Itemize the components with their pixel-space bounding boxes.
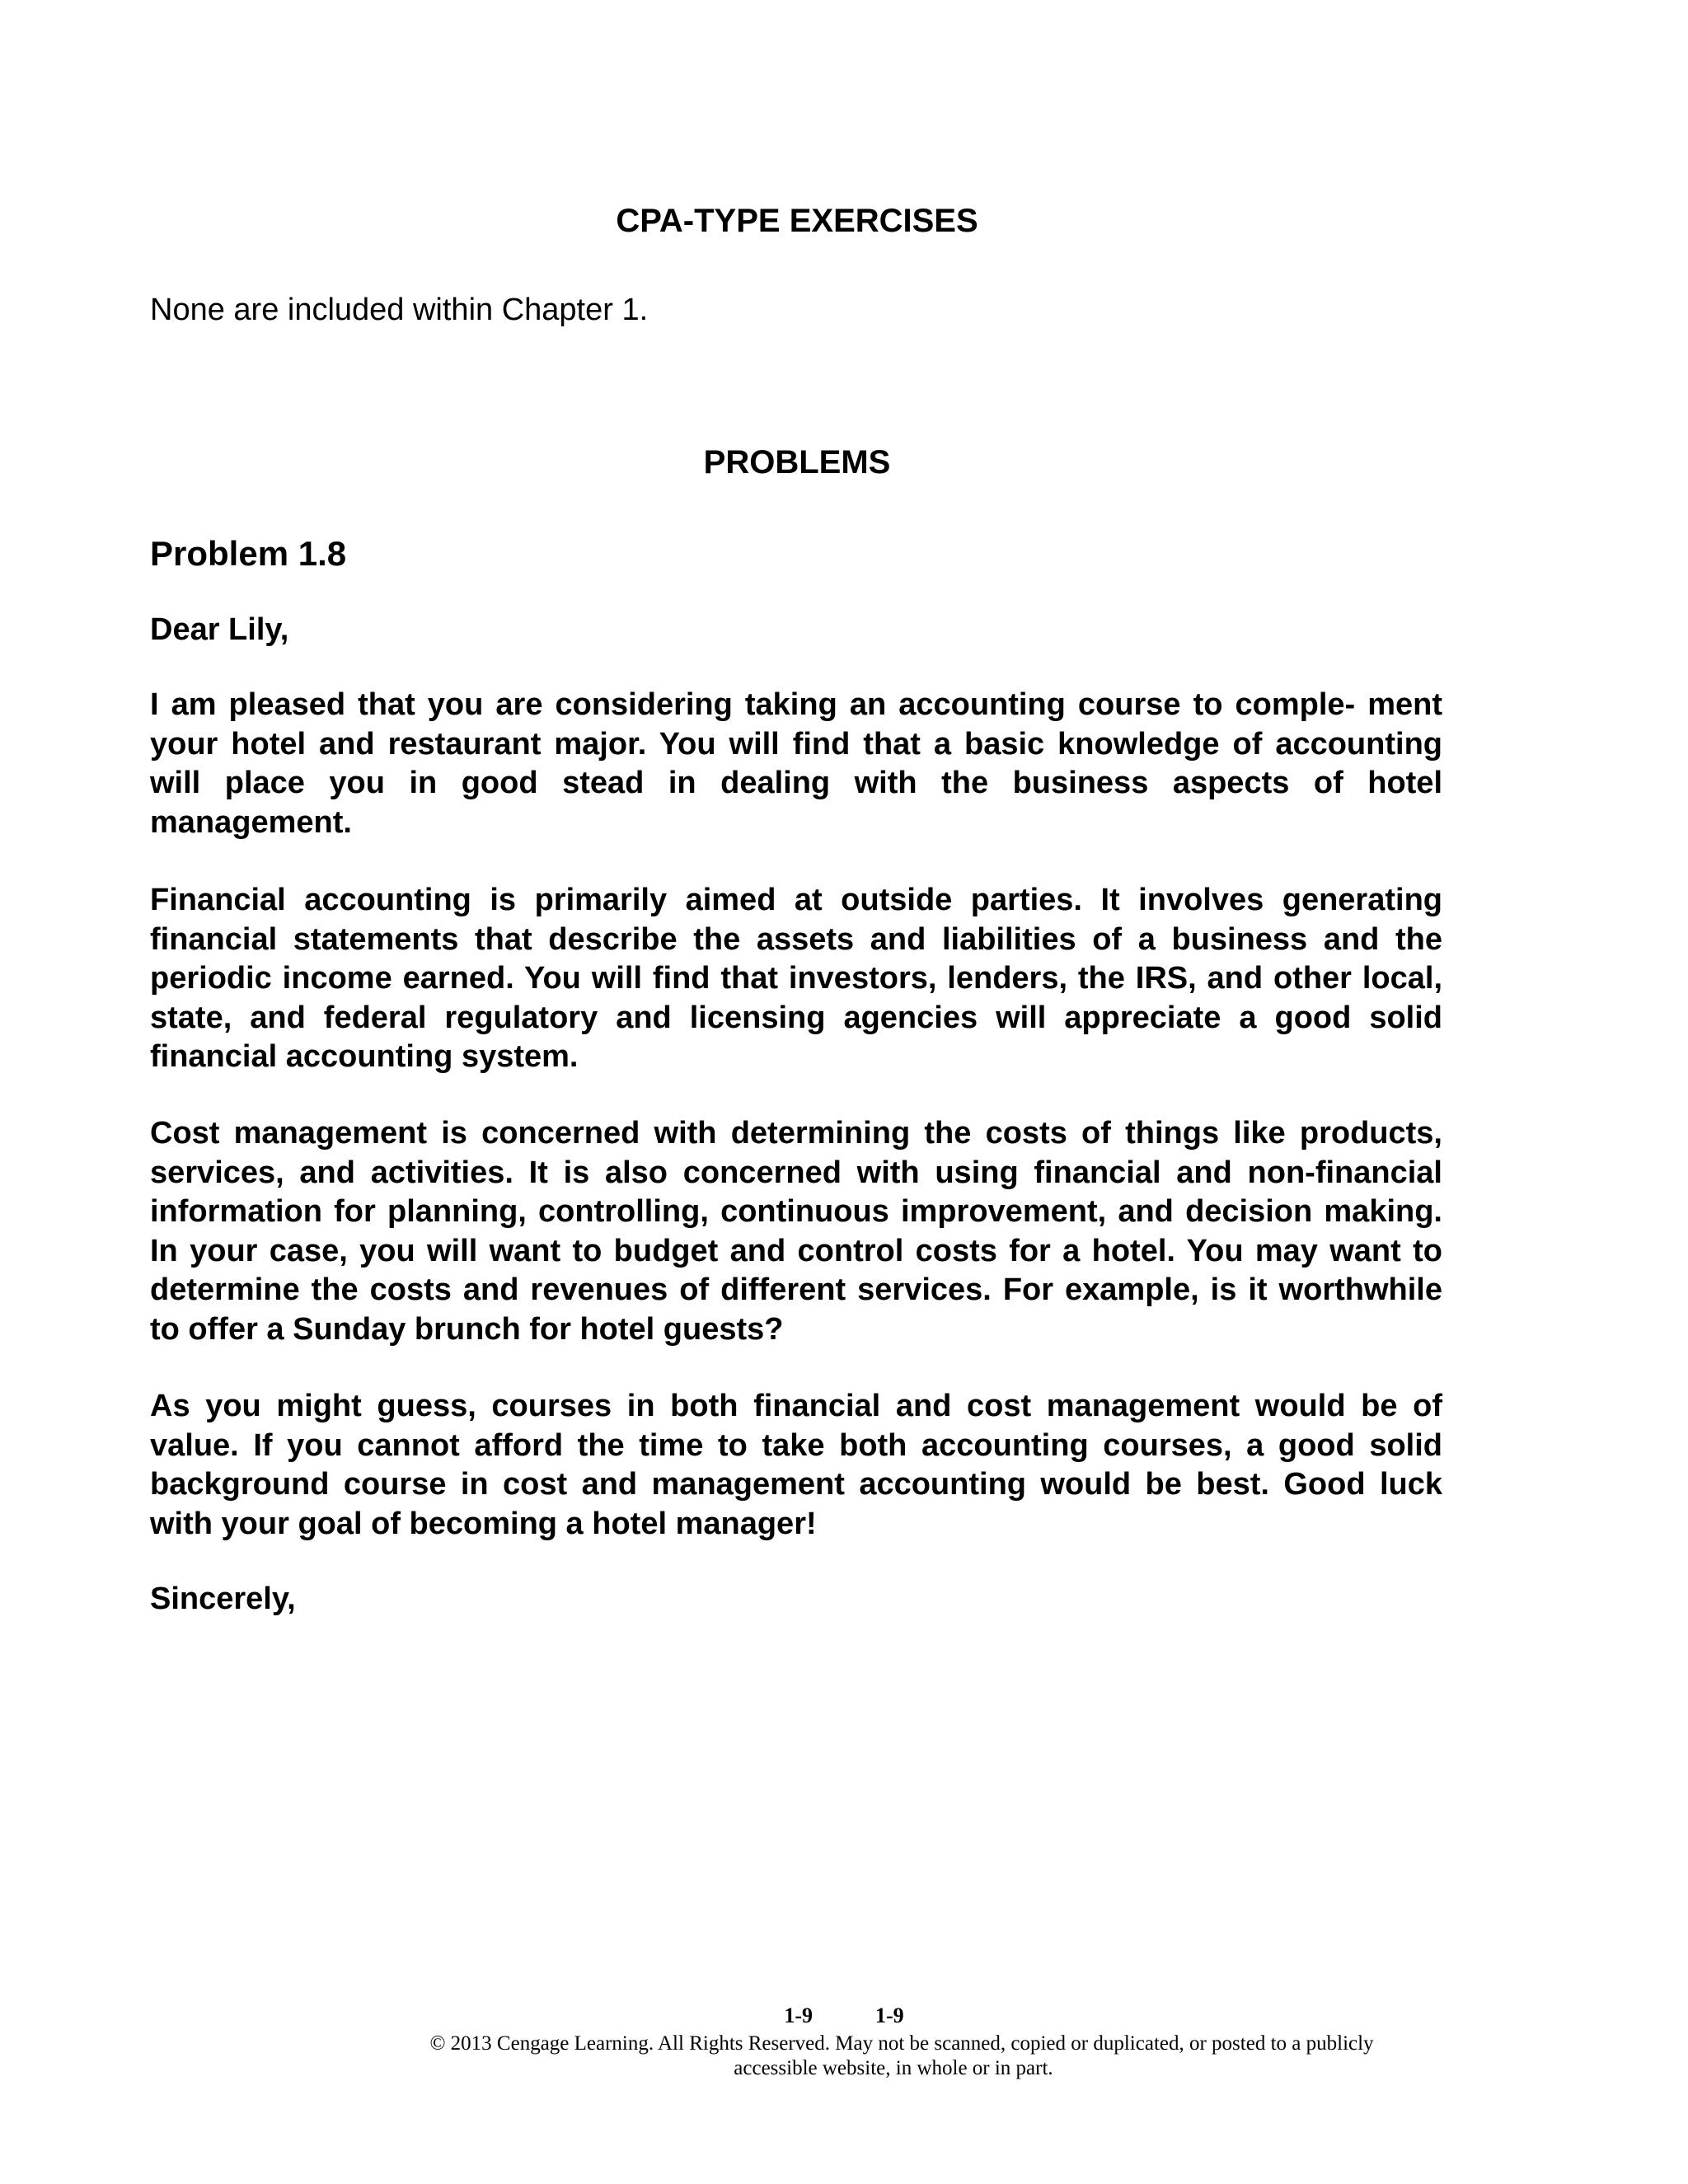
- problem-title: Problem 1.8: [150, 534, 347, 573]
- page-number: 1-9: [784, 2004, 813, 2027]
- letter-paragraph-1: I am pleased that you are considering taking an accounting course to comple- ment your hotel and restaurant major. You will find that a basic knowledge of accounting will place you in good stead in dealing with the business aspects of hotel management.: [150, 687, 1442, 840]
- page-number-row: [0, 2005, 1688, 2027]
- cpa-exercises-heading: CPA-TYPE EXERCISES: [616, 203, 978, 239]
- cpa-exercises-note: None are included within Chapter 1.: [150, 293, 649, 327]
- letter-greeting: Dear Lily,: [150, 612, 289, 647]
- letter-paragraph-2: Financial accounting is primarily aimed at outside parties. It involves generating financial statements that describe the assets and liabilities of a business and the periodic income earned. You will find that investors, lenders, the IRS, and other local, state, and federal regulatory and licensing agencies will appreciate a good solid financial accounting system.: [150, 883, 1442, 1074]
- letter-paragraph-3: Cost management is concerned with determining the costs of things like products, services, and activities. It is also concerned with using financial and non-financial information for planning, controlling, continuous improvement, and decision making. In your case, you will want to budget and control costs for a hotel. You may want to determine the costs and revenues of different services. For example, is it worthwhile to offer a Sunday brunch for hotel guests?: [150, 1116, 1442, 1347]
- letter-closing: Sincerely,: [150, 1582, 296, 1616]
- problems-heading: PROBLEMS: [703, 444, 891, 480]
- copyright-notice: © 2013 Cengage Learning. All Rights Reserved. May not be scanned, copied or duplicated, or posted to a publicly: [429, 2032, 1374, 2055]
- letter-paragraph-4: As you might guess, courses in both financial and cost management would be of value. If you cannot afford the time to take both accounting courses, a good solid background course in cost and management accounting would be best. Good luck with your goal of becoming a hotel manager!: [150, 1389, 1442, 1541]
- copyright-notice-continued: accessible website, in whole or in part.: [734, 2057, 1053, 2079]
- page-number: 1-9: [875, 2004, 904, 2027]
